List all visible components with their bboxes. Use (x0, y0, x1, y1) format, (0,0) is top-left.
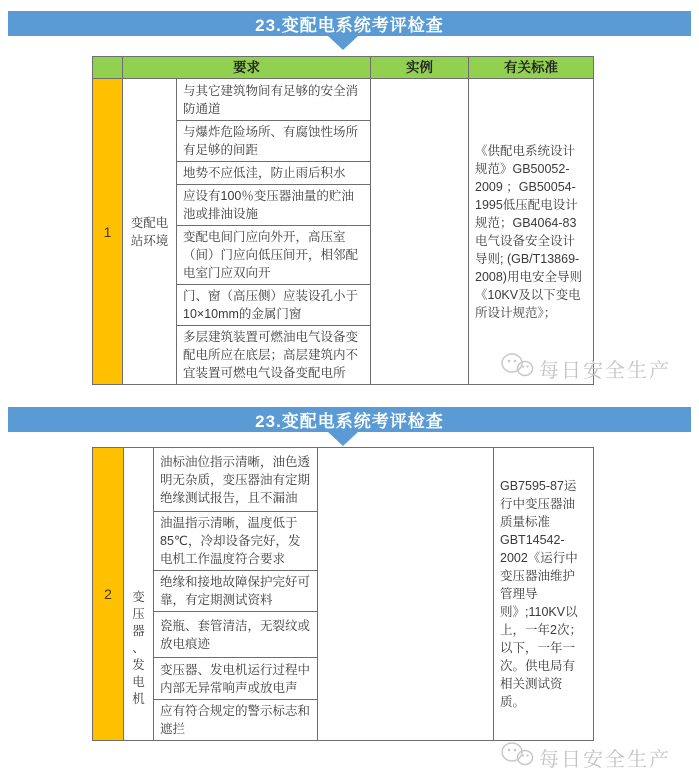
table2-requirement-2: 油温指示清晰，温度低于85℃，冷却设备完好，发电机工作温度符合要求 (154, 512, 318, 571)
assessment-table-2 (92, 447, 594, 741)
watermark-text: 每日安全生产 (539, 748, 671, 771)
section2-banner-title: 23.变配电系统考评检查 (255, 412, 444, 431)
banner-pointer-triangle (328, 36, 358, 50)
section2-banner (8, 407, 691, 432)
assessment-table-1 (92, 56, 594, 385)
table2-requirement-5: 变压器、发电机运行过程中内部无异常响声或放电声 (154, 658, 318, 700)
table1-requirement-6: 门、窗（高压侧）应装设孔小于10×10mm的金属门窗 (177, 285, 371, 326)
section1-banner-title: 23.变配电系统考评检查 (255, 16, 444, 35)
table1-category: 变配电站环境 (123, 79, 177, 385)
table1-requirement-5: 变配电间门应向外开，高压室（间）门应向低压间开，相邻配电室门应双向开 (177, 226, 371, 285)
table1-requirement-2: 与爆炸危险场所、有腐蚀性场所有足够的间距 (177, 121, 371, 162)
table-row (93, 79, 594, 121)
table2-requirement-4: 瓷瓶、套管清洁，无裂纹或放电痕迹 (154, 612, 318, 658)
page (0, 11, 699, 771)
section1-banner (8, 11, 691, 36)
table2-category (124, 448, 154, 741)
watermark-text: 每日安全生产 (539, 359, 671, 382)
table2-requirement-3: 绝缘和接地故障保护完好可靠，有定期测试资料 (154, 571, 318, 612)
table1-row-number: 1 (93, 79, 123, 385)
table1-standards-cell: 《供配电系统设计规范》GB50052-2009 ；GB50054-1995低压配电设计规范；GB4064-83电气设备安全设计导则; (GB/T13869-2008)用电安全导则 《10KV及以下变电所设计规范》； (469, 79, 594, 385)
table1-header-row (93, 57, 594, 79)
table1-requirement-4: 应设有100％变压器油量的贮油池或排油设施 (177, 185, 371, 226)
table1-example-cell (371, 79, 469, 385)
table2-requirement-1: 油标油位指示清晰，油色透明无杂质，变压器油有定期绝缘测试报告，且不漏油 (154, 448, 318, 512)
table1-header-example: 实例 (371, 57, 469, 79)
table1-requirement-1: 与其它建筑物间有足够的安全消防通道 (177, 79, 371, 121)
table-row (93, 448, 594, 512)
table2-category-text: 变压器、发电机 (132, 590, 145, 706)
table2-standards-cell: GB7595-87运行中变压器油质量标准GBT14542-2002《运行中变压器油维护管理导则》;110KV以上，一年2次；以下，一年一次。供电局有相关测试资质。 (494, 448, 594, 741)
table2-example-cell (318, 448, 494, 741)
table1-requirement-7: 多层建筑装置可燃油电气设备变配电所应在底层；高层建筑内不宜装置可燃电气设备变配电所 (177, 326, 371, 385)
table1-header-requirement: 要求 (123, 57, 371, 79)
table2-row-number: 2 (93, 448, 124, 741)
wechat-logo-icon (500, 741, 534, 773)
table1-header-standard: 有关标准 (469, 57, 594, 79)
table2-requirement-6: 应有符合规定的警示标志和遮拦 (154, 700, 318, 741)
watermark (500, 741, 671, 773)
table1-header-blank (93, 57, 123, 79)
table1-requirement-3: 地势不应低洼，防止雨后积水 (177, 162, 371, 185)
banner-pointer-triangle (328, 432, 358, 446)
